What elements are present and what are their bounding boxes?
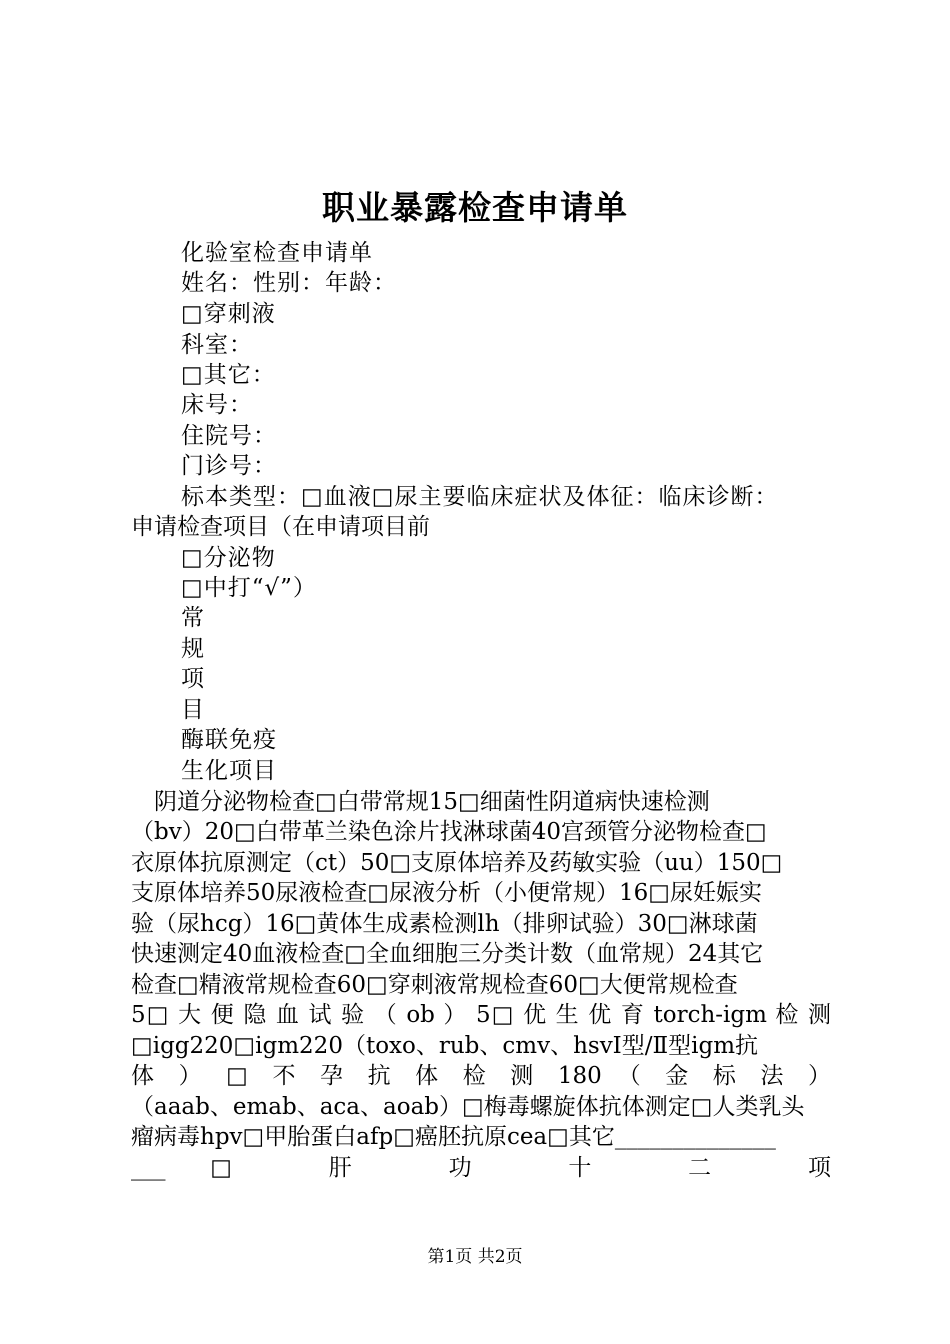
bed-number-line: 床号： [181, 392, 253, 418]
department-line: 科室： [181, 332, 253, 358]
paragraph-line: 5□ 大 便 隐 血 试 验 （ ob ） 5□ 优 生 优 育 torch-igm 检 测 [131, 1002, 831, 1028]
vertical-label-char: 常 [181, 605, 205, 631]
patient-info-line: 姓名：性别：年龄： [181, 270, 397, 296]
check-instruction: □中打“√”） [181, 575, 317, 601]
vertical-label-char: 规 [181, 636, 205, 662]
paragraph-line: ___□ 肝 功 十 二 项 [131, 1155, 831, 1181]
paragraph-line: 体 ） □ 不 孕 抗 体 检 测 180 （ 金 标 法 ） [131, 1063, 831, 1089]
elisa-label: 酶联免疫 [181, 727, 277, 753]
vertical-label-char: 项 [181, 666, 205, 692]
other-option: □其它： [181, 362, 276, 388]
puncture-fluid-option: □穿刺液 [181, 301, 276, 327]
paragraph-line: 检查□精液常规检查60□穿刺液常规检查60□大便常规检查 [131, 972, 738, 998]
paragraph-line: □igg220□igm220（toxo、rub、cmv、hsvⅠ型/Ⅱ型igm抗 [131, 1033, 759, 1059]
paragraph-line: 快速测定40血液检查□全血细胞三分类计数（血常规）24其它 [131, 941, 764, 967]
request-items-line: 申请检查项目（在申请项目前 [131, 514, 430, 540]
paragraph-line: 支原体培养50尿液检查□尿液分析（小便常规）16□尿妊娠实 [131, 880, 762, 906]
secretion-option: □分泌物 [181, 545, 276, 571]
vertical-label-char: 目 [181, 697, 205, 723]
paragraph-line: 瘤病毒hpv□甲胎蛋白afp□癌胚抗原cea□其它______________ [131, 1124, 776, 1150]
biochem-label: 生化项目 [181, 758, 277, 784]
paragraph-line: 阴道分泌物检查□白带常规15□细菌性阴道病快速检测 [131, 789, 710, 815]
page-title: 职业暴露检查申请单 [322, 188, 628, 227]
paragraph-line: （aaab、emab、aca、aoab）□梅毒螺旋体抗体测定□人类乳头 [131, 1094, 805, 1120]
inpatient-number-line: 住院号： [181, 423, 277, 449]
paragraph-line: 验（尿hcg）16□黄体生成素检测lh（排卵试验）30□淋球菌 [131, 911, 758, 937]
page-footer: 第1页 共2页 [427, 1247, 523, 1267]
paragraph-line: 衣原体抗原测定（ct）50□支原体培养及药敏实验（uu）150□ [131, 850, 783, 876]
paragraph-line: （bv）20□白带革兰染色涂片找淋球菌40宫颈管分泌物检查□ [131, 819, 767, 845]
specimen-type-line: 标本类型：□血液□尿主要临床症状及体征：临床诊断： [181, 484, 779, 510]
outpatient-number-line: 门诊号： [181, 453, 277, 479]
form-heading: 化验室检查申请单 [181, 240, 373, 266]
